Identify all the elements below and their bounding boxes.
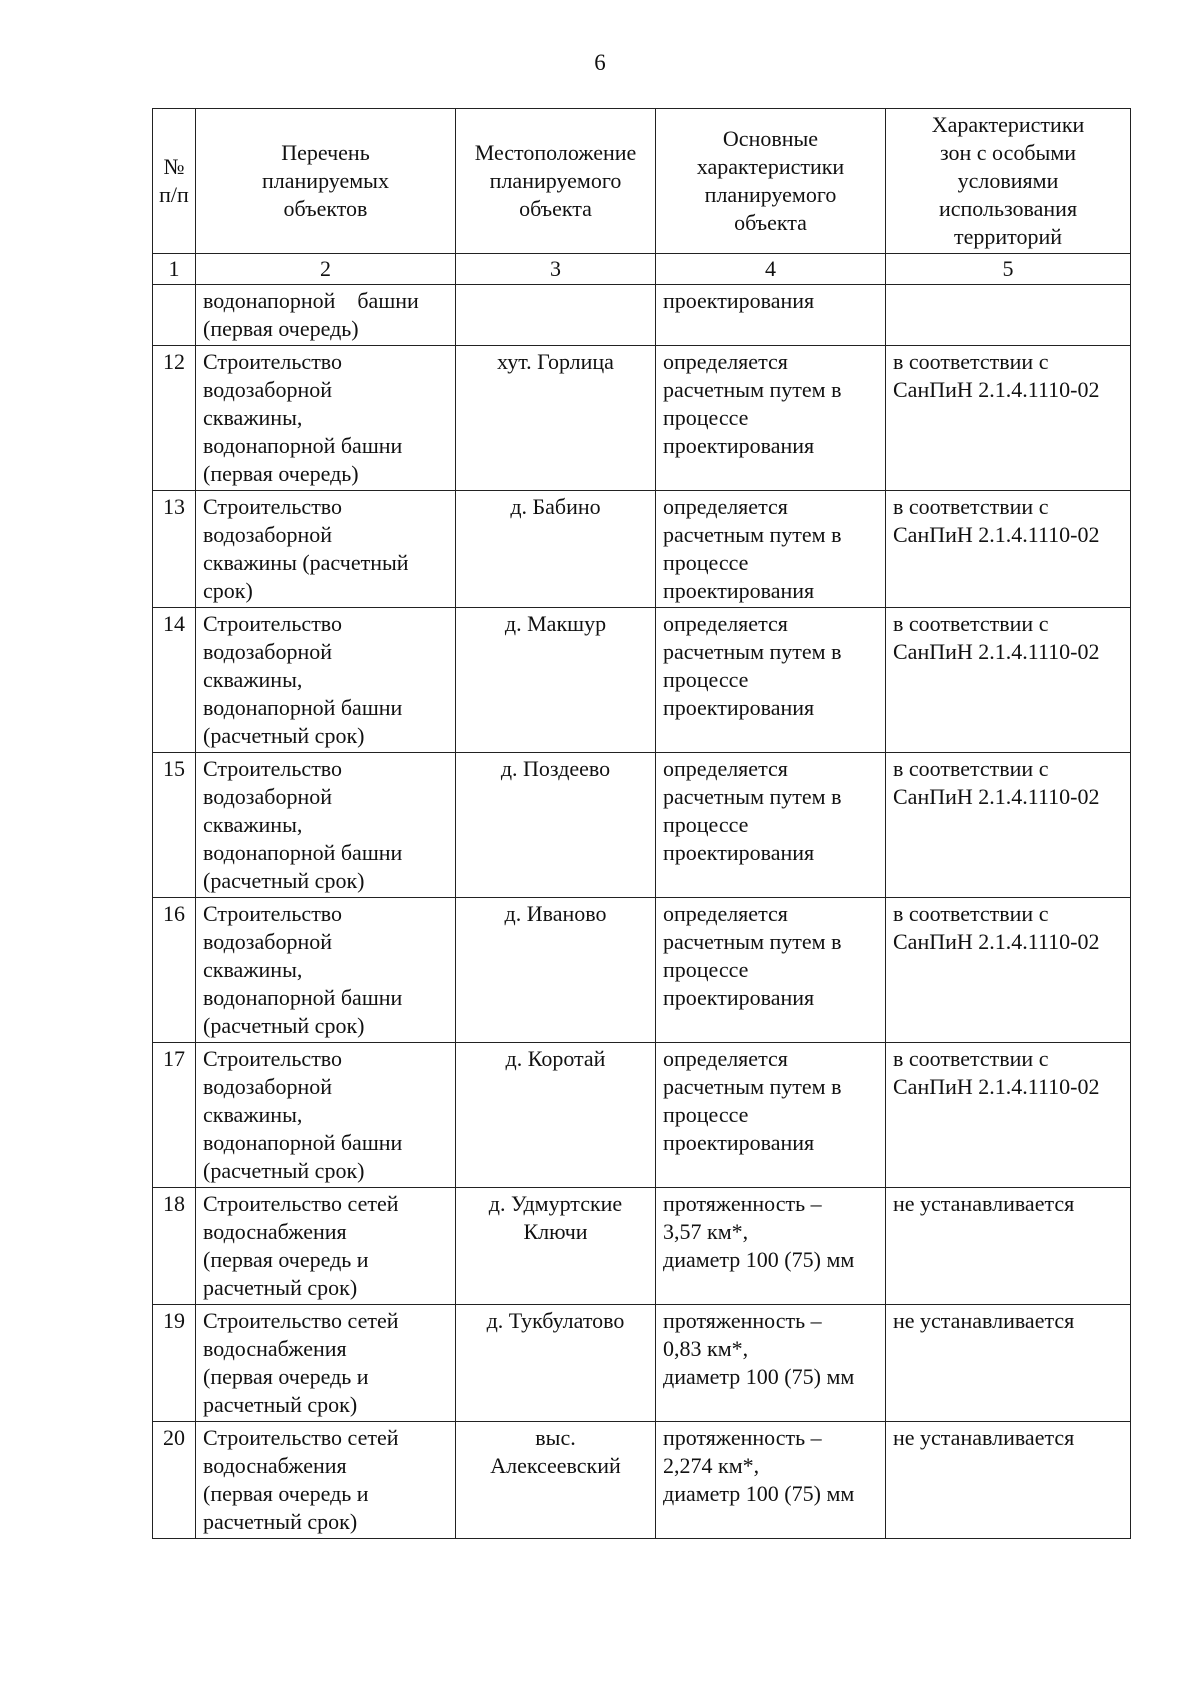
header-location: Местоположение планируемого объекта — [456, 109, 656, 254]
planned-objects-table — [152, 108, 1131, 1539]
table-row — [153, 753, 1131, 898]
object-location — [456, 285, 656, 346]
object-characteristics: протяженность – 0,83 км*, диаметр 100 (75) мм — [656, 1305, 886, 1422]
object-characteristics: определяется расчетным путем в процессе проектирования — [656, 346, 886, 491]
object-location: д. Удмуртские Ключи — [456, 1188, 656, 1305]
zone-characteristics: в соответствии с СанПиН 2.1.4.1110-02 — [886, 753, 1131, 898]
header-special-zones: Характеристики зон с особыми условиями использования территорий — [886, 109, 1131, 254]
table-header-row — [153, 109, 1131, 254]
object-name: Строительство водозаборной скважины (расчетный срок) — [196, 491, 456, 608]
table-row — [153, 1043, 1131, 1188]
object-location: д. Бабино — [456, 491, 656, 608]
object-name: водонапорной башни (первая очередь) — [196, 285, 456, 346]
object-location: д. Поздеево — [456, 753, 656, 898]
row-number: 17 — [153, 1043, 196, 1188]
object-characteristics: определяется расчетным путем в процессе проектирования — [656, 491, 886, 608]
table-row — [153, 608, 1131, 753]
column-number: 2 — [196, 254, 456, 285]
column-numbers-row — [153, 254, 1131, 285]
zone-characteristics: не устанавливается — [886, 1422, 1131, 1539]
object-characteristics: протяженность – 2,274 км*, диаметр 100 (75) мм — [656, 1422, 886, 1539]
zone-characteristics — [886, 285, 1131, 346]
header-objects-list: Перечень планируемых объектов — [196, 109, 456, 254]
table-row — [153, 1188, 1131, 1305]
page-number: 6 — [594, 50, 606, 75]
column-number: 5 — [886, 254, 1131, 285]
column-number: 1 — [153, 254, 196, 285]
object-characteristics: определяется расчетным путем в процессе проектирования — [656, 608, 886, 753]
object-location: д. Макшур — [456, 608, 656, 753]
table-row — [153, 898, 1131, 1043]
object-location: д. Коротай — [456, 1043, 656, 1188]
column-number: 3 — [456, 254, 656, 285]
zone-characteristics: в соответствии с СанПиН 2.1.4.1110-02 — [886, 608, 1131, 753]
object-characteristics: проектирования — [656, 285, 886, 346]
object-location: выс. Алексеевский — [456, 1422, 656, 1539]
row-number: 14 — [153, 608, 196, 753]
object-characteristics: определяется расчетным путем в процессе проектирования — [656, 753, 886, 898]
table-row — [153, 346, 1131, 491]
table-row — [153, 285, 1131, 346]
row-number: 13 — [153, 491, 196, 608]
object-characteristics: определяется расчетным путем в процессе проектирования — [656, 898, 886, 1043]
zone-characteristics: не устанавливается — [886, 1305, 1131, 1422]
table-row — [153, 1422, 1131, 1539]
zone-characteristics: не устанавливается — [886, 1188, 1131, 1305]
object-name: Строительство сетей водоснабжения (первая очередь и расчетный срок) — [196, 1188, 456, 1305]
table-row — [153, 1305, 1131, 1422]
zone-characteristics: в соответствии с СанПиН 2.1.4.1110-02 — [886, 346, 1131, 491]
table-row — [153, 491, 1131, 608]
row-number: 16 — [153, 898, 196, 1043]
header-number: № п/п — [153, 109, 196, 254]
row-number: 19 — [153, 1305, 196, 1422]
header-main-characteristics: Основные характеристики планируемого объекта — [656, 109, 886, 254]
zone-characteristics: в соответствии с СанПиН 2.1.4.1110-02 — [886, 1043, 1131, 1188]
object-name: Строительство водозаборной скважины, водонапорной башни (расчетный срок) — [196, 608, 456, 753]
object-location: д. Тукбулатово — [456, 1305, 656, 1422]
zone-characteristics: в соответствии с СанПиН 2.1.4.1110-02 — [886, 491, 1131, 608]
object-name: Строительство водозаборной скважины, водонапорной башни (расчетный срок) — [196, 753, 456, 898]
row-number: 20 — [153, 1422, 196, 1539]
column-number: 4 — [656, 254, 886, 285]
object-name: Строительство водозаборной скважины, водонапорной башни (расчетный срок) — [196, 1043, 456, 1188]
row-number — [153, 285, 196, 346]
object-characteristics: протяженность – 3,57 км*, диаметр 100 (75) мм — [656, 1188, 886, 1305]
object-location: д. Иваново — [456, 898, 656, 1043]
row-number: 18 — [153, 1188, 196, 1305]
object-name: Строительство сетей водоснабжения (первая очередь и расчетный срок) — [196, 1305, 456, 1422]
object-name: Строительство водозаборной скважины, водонапорной башни (расчетный срок) — [196, 898, 456, 1043]
object-location: хут. Горлица — [456, 346, 656, 491]
zone-characteristics: в соответствии с СанПиН 2.1.4.1110-02 — [886, 898, 1131, 1043]
object-name: Строительство сетей водоснабжения (первая очередь и расчетный срок) — [196, 1422, 456, 1539]
object-characteristics: определяется расчетным путем в процессе проектирования — [656, 1043, 886, 1188]
row-number: 15 — [153, 753, 196, 898]
row-number: 12 — [153, 346, 196, 491]
object-name: Строительство водозаборной скважины, водонапорной башни (первая очередь) — [196, 346, 456, 491]
